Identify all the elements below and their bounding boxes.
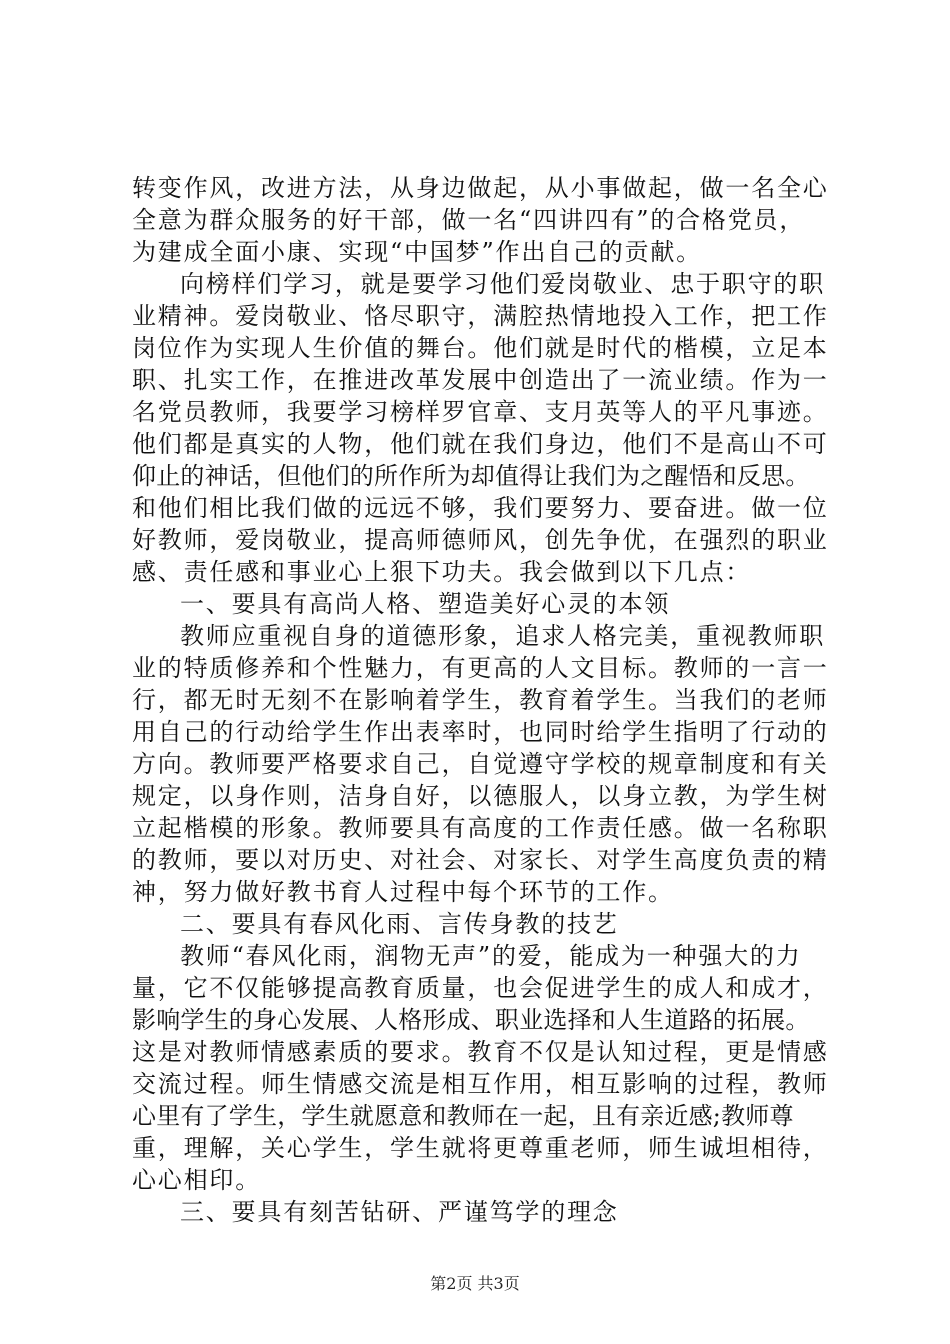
text-line: 用自己的行动给学生作出表率时，也同时给学生指明了行动的 [132,718,829,746]
text-line: 心心相印。 [132,1166,261,1194]
text-line: 和他们相比我们做的远远不够，我们要努力、要奋进。做一位 [132,494,829,522]
text-line: 他们都是真实的人物，他们就在我们身边，他们不是高山不可 [132,430,829,458]
section-heading-3 [132,1196,832,1228]
section-heading-2 [132,908,832,940]
text-line: 交流过程。师生情感交流是相互作用，相互影响的过程，教师 [132,1070,829,1098]
text-line: 业精神。爱岗敬业、恪尽职守，满腔热情地投入工作，把工作 [132,302,829,330]
text-line: 向榜样们学习，就是要学习他们爱岗敬业、忠于职守的职 [180,270,825,298]
text-line: 名党员教师，我要学习榜样罗官章、支月英等人的平凡事迹。 [132,398,829,426]
page-footer: 第2页 共3页 [430,1274,520,1293]
text-line: 的教师，要以对历史、对社会、对家长、对学生高度负责的精 [132,846,829,874]
text-line: 影响学生的身心发展、人格形成、职业选择和人生道路的拓展。 [132,1006,810,1034]
text-line: 立起楷模的形象。教师要具有高度的工作责任感。做一名称职 [132,814,829,842]
text-line: 感、责任感和事业心上狠下功夫。我会做到以下几点： [132,558,752,586]
text-line: 岗位作为实现人生价值的舞台。他们就是时代的楷模，立足本 [132,334,829,362]
text-line: 教师“春风化雨，润物无声”的爱，能成为一种强大的力 [180,942,802,970]
text-line: 转变作风，改进方法，从身边做起，从小事做起，做一名全心 [132,174,829,202]
text-line: 行，都无时无刻不在影响着学生，教育着学生。当我们的老师 [132,686,829,714]
text-line: 方向。教师要严格要求自己，自觉遵守学校的规章制度和有关 [132,750,829,778]
text-line: 仰止的神话，但他们的所作所为却值得让我们为之醒悟和反思。 [132,462,810,490]
text-line: 这是对教师情感素质的要求。教育不仅是认知过程，更是情感 [132,1038,829,1066]
section-heading-1 [132,588,832,620]
text-line: 神，努力做好教书育人过程中每个环节的工作。 [132,878,674,906]
text-line: 职、扎实工作，在推进改革发展中创造出了一流业绩。作为一 [132,366,829,394]
paragraph-learn-from-models [132,268,832,588]
text-line: 重，理解，关心学生，学生就将更尊重老师，师生诚坦相待， [132,1134,829,1162]
heading-line: 二、要具有春风化雨、言传身教的技艺 [180,910,619,938]
text-line: 全意为群众服务的好干部，做一名“四讲四有”的合格党员， [132,206,806,234]
paragraph-spring-breeze [132,940,832,1196]
document-body [132,172,832,1228]
text-line: 为建成全面小康、实现“中国梦”作出自己的贡献。 [132,238,702,266]
text-line: 教师应重视自身的道德形象，追求人格完美，重视教师职 [180,622,825,650]
paragraph-continuation [132,172,832,268]
text-line: 业的特质修养和个性魅力，有更高的人文目标。教师的一言一 [132,654,829,682]
paragraph-noble-character [132,620,832,908]
text-line: 量，它不仅能够提高教育质量，也会促进学生的成人和成才， [132,974,829,1002]
heading-line: 一、要具有高尚人格、塑造美好心灵的本领 [180,590,671,618]
text-line: 心里有了学生，学生就愿意和教师在一起，且有亲近感;教师尊 [132,1102,794,1130]
heading-line: 三、要具有刻苦钻研、严谨笃学的理念 [180,1198,619,1226]
text-line: 规定，以身作则，洁身自好，以德服人，以身立教，为学生树 [132,782,829,810]
text-line: 好教师，爱岗敬业，提高师德师风，创先争优，在强烈的职业 [132,526,829,554]
